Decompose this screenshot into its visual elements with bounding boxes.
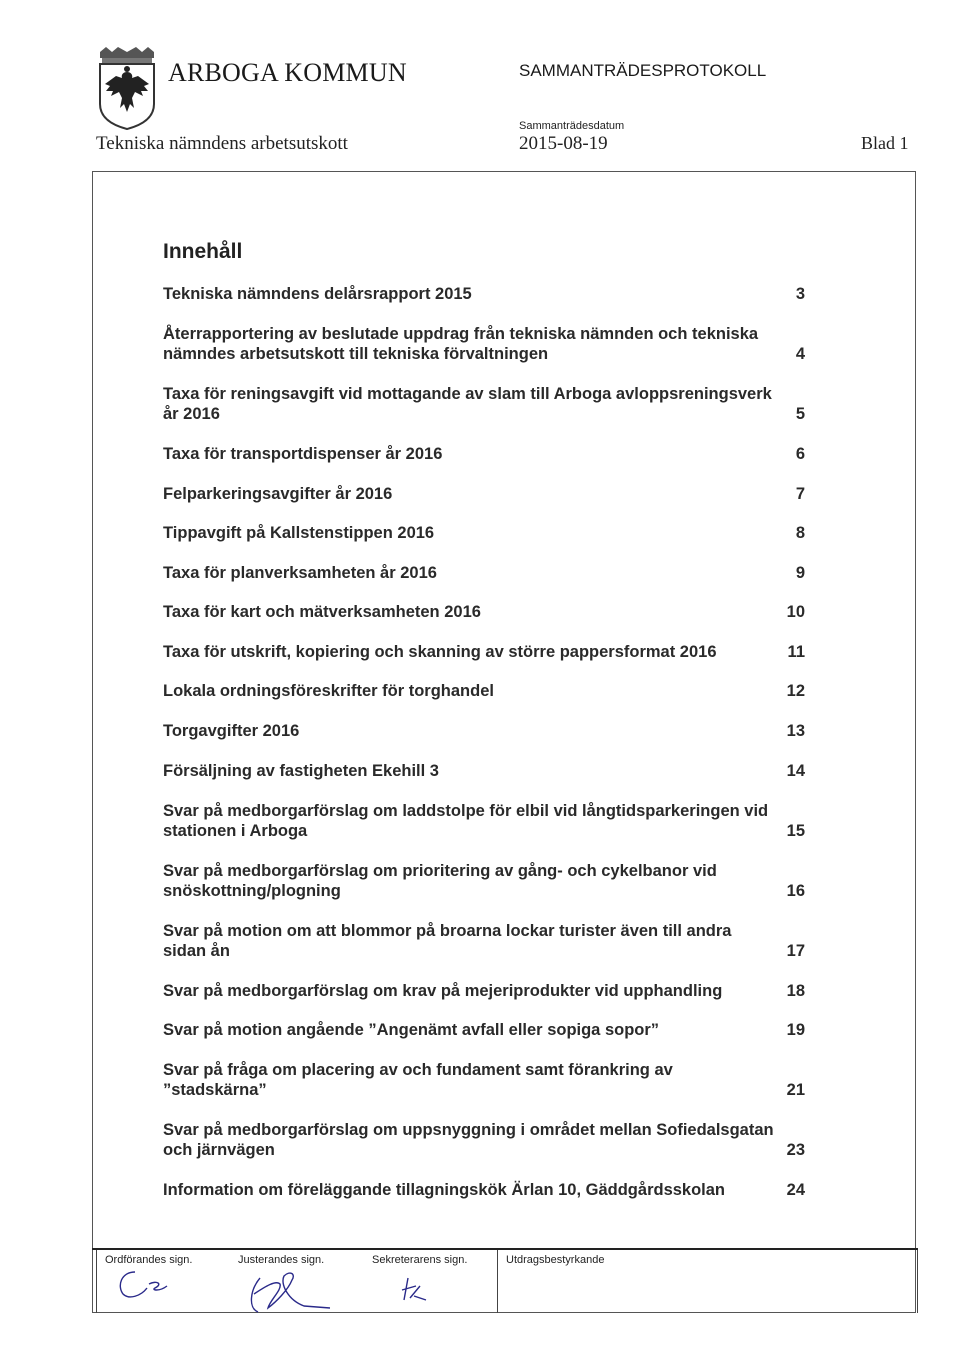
toc-entry-page: 4 bbox=[795, 345, 805, 363]
secretary-signature-icon bbox=[364, 1250, 497, 1313]
toc-entry-text: Taxa för reningsavgift vid mottagande av slam till Arboga avloppsreningsverk år 2016 bbox=[163, 385, 772, 423]
toc-entry-page: 15 bbox=[786, 822, 805, 840]
toc-entry bbox=[163, 861, 805, 901]
toc-entry bbox=[163, 681, 805, 701]
chair-signature-label: Ordförandes sign. bbox=[105, 1254, 193, 1266]
toc-entry-text: Torgavgifter 2016 bbox=[163, 722, 300, 740]
adjuster-signature-icon bbox=[230, 1250, 364, 1313]
toc-entry-page: 5 bbox=[795, 405, 805, 423]
extract-certifier-label: Utdragsbestyrkande bbox=[506, 1254, 605, 1266]
toc-entry-page: 18 bbox=[786, 982, 805, 1000]
toc-entry-text: Svar på medborgarförslag om uppsnyggning i området mellan Sofiedalsgatan och järnvägen bbox=[163, 1121, 774, 1159]
toc-entry-page: 6 bbox=[795, 445, 805, 463]
toc-entry bbox=[163, 384, 805, 424]
toc-entry-page: 16 bbox=[786, 882, 805, 900]
toc-title: Innehåll bbox=[163, 240, 243, 263]
chair-signature-box bbox=[96, 1250, 230, 1313]
toc-entry-text: Tippavgift på Kallstenstippen 2016 bbox=[163, 524, 435, 542]
toc-entry-text: Lokala ordningsföreskrifter för torghandel bbox=[163, 682, 494, 700]
toc-entry-text: Taxa för utskrift, kopiering och skanning av större pappersformat 2016 bbox=[163, 643, 717, 661]
toc-entry bbox=[163, 642, 805, 662]
toc-entry bbox=[163, 801, 805, 841]
adjuster-signature-box bbox=[230, 1250, 364, 1313]
toc-entry-text: Taxa för kart och mätverksamheten 2016 bbox=[163, 603, 481, 621]
toc-entry bbox=[163, 761, 805, 781]
chair-signature-icon bbox=[97, 1250, 231, 1313]
toc-entry bbox=[163, 523, 805, 543]
toc-entry-text: Svar på motion angående ”Angenämt avfall eller sopiga sopor” bbox=[163, 1021, 660, 1039]
toc-entry-page: 8 bbox=[795, 524, 805, 542]
toc-entry-page: 19 bbox=[786, 1021, 805, 1039]
toc-entry bbox=[163, 1060, 805, 1100]
committee-name: Tekniska nämndens arbetsutskott bbox=[96, 133, 348, 154]
toc-entry-text: Försäljning av fastigheten Ekehill 3 bbox=[163, 762, 439, 780]
toc-entry-page: 17 bbox=[786, 942, 805, 960]
meeting-date: 2015-08-19 bbox=[519, 133, 608, 154]
toc-entry bbox=[163, 1180, 805, 1200]
secretary-signature-label: Sekreterarens sign. bbox=[372, 1254, 468, 1266]
toc-entry bbox=[163, 721, 805, 741]
toc-entry bbox=[163, 921, 805, 961]
organization-name: ARBOGA KOMMUN bbox=[168, 58, 407, 87]
toc-entry-page: 7 bbox=[795, 485, 805, 503]
toc-entry-text: Svar på medborgarförslag om laddstolpe för elbil vid långtidsparkeringen vid stationen i Arboga bbox=[163, 802, 769, 840]
toc-entry-page: 9 bbox=[795, 564, 805, 582]
meeting-date-label: Sammanträdesdatum bbox=[519, 120, 625, 132]
toc-entry bbox=[163, 444, 805, 464]
toc-entry-text: Taxa för transportdispenser år 2016 bbox=[163, 445, 443, 463]
toc-entry-text: Återrapportering av beslutade uppdrag från tekniska nämnden och tekniska nämndes arbetsutskott till tekniska förvaltningen bbox=[163, 325, 759, 363]
toc-entry-text: Information om föreläggande tillagningskök Ärlan 10, Gäddgårdsskolan bbox=[163, 1181, 726, 1199]
toc-entry bbox=[163, 1120, 805, 1160]
toc-entry bbox=[163, 602, 805, 622]
toc-entry-page: 12 bbox=[786, 682, 805, 700]
toc-entry-page: 11 bbox=[787, 643, 805, 661]
extract-certifier-box bbox=[497, 1250, 918, 1313]
toc-entry-page: 10 bbox=[786, 603, 805, 621]
toc-entry-text: Svar på fråga om placering av och fundament samt förankring av ”stadskärna” bbox=[163, 1061, 673, 1099]
toc-entry-text: Felparkeringsavgifter år 2016 bbox=[163, 485, 393, 503]
toc-entry-text: Taxa för planverksamheten år 2016 bbox=[163, 564, 437, 582]
document-type: SAMMANTRÄDESPROTOKOLL bbox=[519, 61, 767, 80]
secretary-signature-box bbox=[364, 1250, 497, 1313]
adjuster-signature-label: Justerandes sign. bbox=[238, 1254, 325, 1266]
toc-entry-page: 14 bbox=[786, 762, 805, 780]
toc-entry bbox=[163, 1020, 805, 1040]
toc-entry bbox=[163, 324, 805, 364]
toc-entry-page: 23 bbox=[786, 1141, 805, 1159]
toc-entry bbox=[163, 484, 805, 504]
toc-entry-text: Svar på motion om att blommor på broarna lockar turister även till andra sidan ån bbox=[163, 922, 732, 960]
toc-entry-page: 24 bbox=[786, 1181, 805, 1199]
coat-of-arms-icon bbox=[96, 46, 158, 130]
toc-entry bbox=[163, 981, 805, 1001]
toc-entry-page: 13 bbox=[786, 722, 805, 740]
toc-entry-page: 21 bbox=[786, 1081, 805, 1099]
toc-entry bbox=[163, 563, 805, 583]
sheet-number: Blad 1 bbox=[861, 133, 909, 153]
toc-entry-text: Svar på medborgarförslag om prioritering av gång- och cykelbanor vid snöskottning/plogning bbox=[163, 862, 717, 900]
toc-entry bbox=[163, 284, 805, 304]
toc-entry-text: Svar på medborgarförslag om krav på mejeriprodukter vid upphandling bbox=[163, 982, 723, 1000]
toc-entry-text: Tekniska nämndens delårsrapport 2015 bbox=[163, 285, 472, 303]
toc-entry-page: 3 bbox=[795, 285, 805, 303]
